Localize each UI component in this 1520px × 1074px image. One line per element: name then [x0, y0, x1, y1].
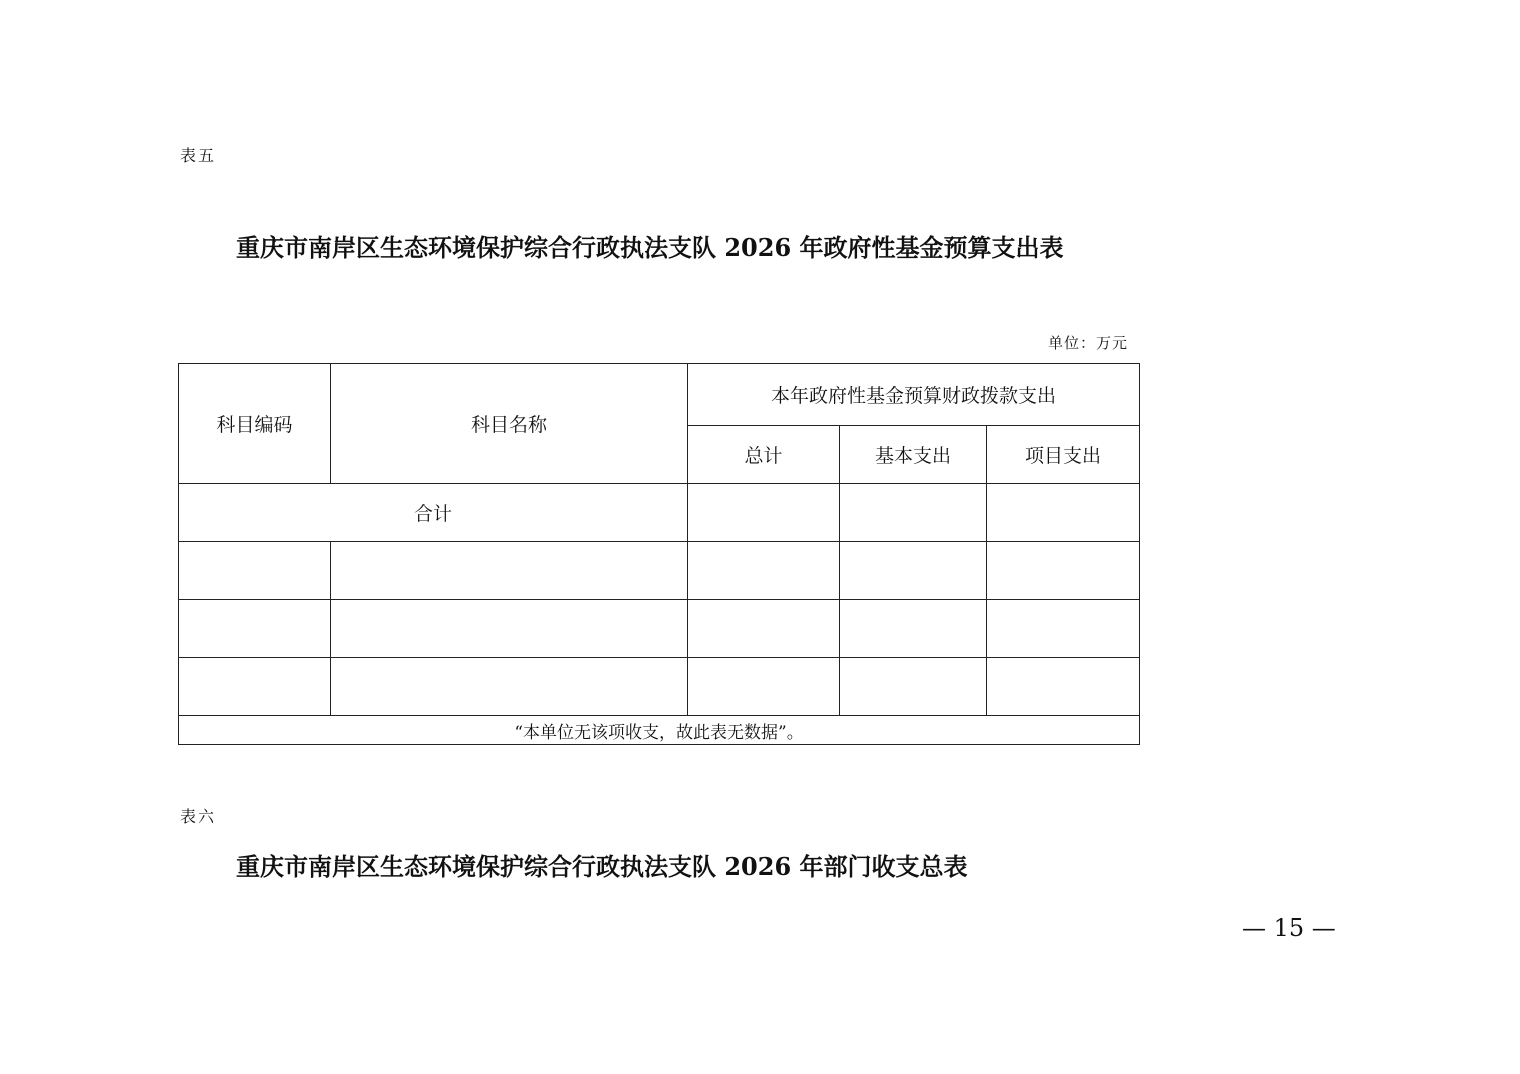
header-project: 项目支出 — [987, 426, 1140, 484]
table-row — [179, 600, 1140, 658]
table-title: 重庆市南岸区生态环境保护综合行政执法支队 2026 年部门收支总表 — [236, 852, 968, 881]
table-title: 重庆市南岸区生态环境保护综合行政执法支队 2026 年政府性基金预算支出表 — [236, 233, 1064, 262]
header-row — [179, 364, 1140, 426]
table-cell — [987, 484, 1140, 542]
table-cell — [987, 542, 1140, 600]
budget-table — [178, 363, 1140, 745]
header-total: 总计 — [688, 426, 840, 484]
note-row — [179, 716, 1140, 745]
table-cell — [688, 658, 840, 716]
header-group: 本年政府性基金预算财政拨款支出 — [688, 364, 1140, 426]
table-cell — [179, 542, 331, 600]
table-note: “本单位无该项收支，故此表无数据”。 — [179, 716, 1140, 745]
table-cell — [331, 600, 688, 658]
table-cell — [840, 600, 987, 658]
table-cell — [840, 542, 987, 600]
table-cell — [987, 600, 1140, 658]
header-code: 科目编码 — [179, 364, 331, 484]
table-cell — [331, 658, 688, 716]
table-cell — [179, 600, 331, 658]
header-name: 科目名称 — [331, 364, 688, 484]
total-row — [179, 484, 1140, 542]
table-cell — [688, 600, 840, 658]
table-cell — [179, 658, 331, 716]
table-cell — [331, 542, 688, 600]
table-cell — [688, 484, 840, 542]
table-cell — [840, 484, 987, 542]
table-label: 表六 — [180, 807, 217, 826]
table-cell — [688, 542, 840, 600]
page-number: — 15 — — [1242, 914, 1336, 942]
table-row — [179, 542, 1140, 600]
header-basic: 基本支出 — [840, 426, 987, 484]
table-row — [179, 658, 1140, 716]
unit-label: 单位：万元 — [1048, 334, 1129, 352]
table-cell — [987, 658, 1140, 716]
table-label: 表五 — [180, 146, 217, 165]
total-row-label: 合计 — [179, 484, 688, 542]
table-cell — [840, 658, 987, 716]
